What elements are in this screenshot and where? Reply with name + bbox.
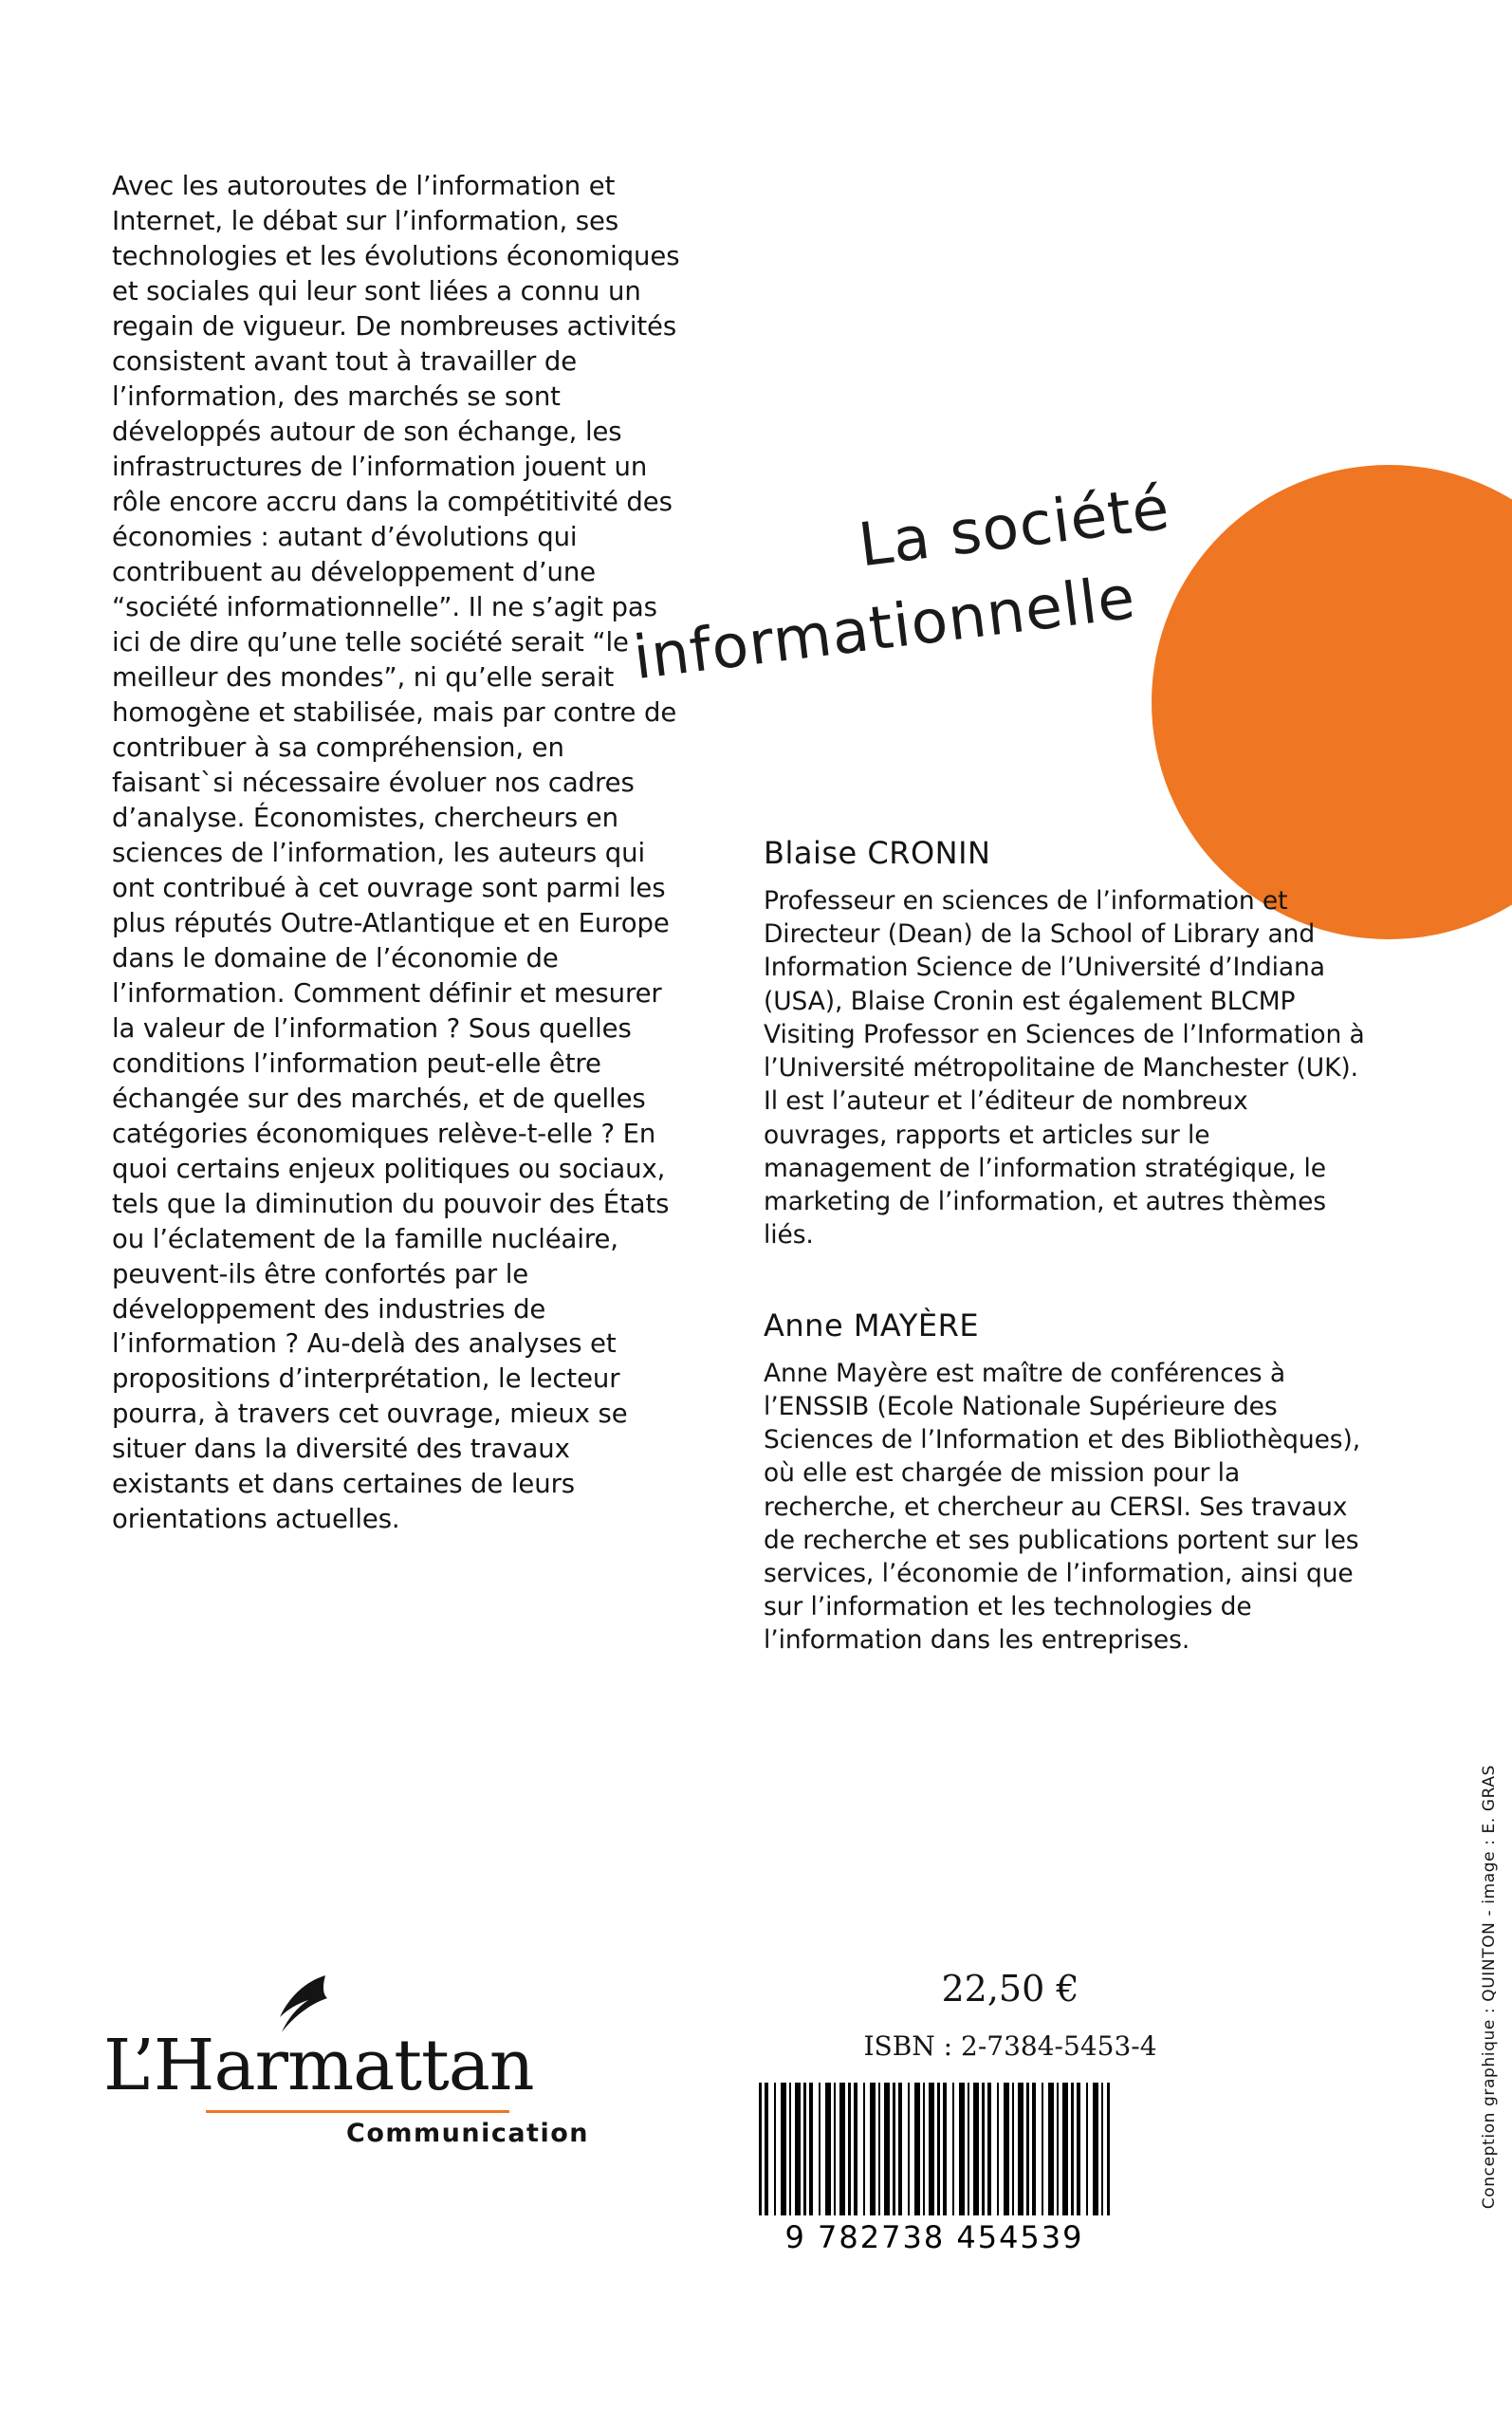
author-bio-mayere: Anne Mayère est maître de conférences à l’ENSSIB (Ecole Nationale Supérieure des Sciences de l’Information et des Bibliothèques), où elle est chargée de mission pour la recherche, et chercheur au CERSI. Ses travaux de recherche et ses publications portent sur les services, l’économie de l’information, ainsi que sur l’information et les technologies de l’information dans les entreprises. — [764, 1358, 1361, 1656]
quill-icon — [268, 1972, 335, 2038]
blurb-text: Avec les autoroutes de l’information et Internet, le débat sur l’information, ses technologies et les évolutions économiques et sociales qui leur sont liées a connu un regain de vigueur. De nombreuses activités consistent avant tout à travailler de l’information, des marchés se sont développés autour de son échange, les infrastructures de l’information jouent un rôle encore accru dans la compétitivité des économies : autant d’évolutions qui contribuent au développement d’une “société informationnelle”. Il ne s’agit pas ici de dire qu’une telle société serait “le meilleur des mondes”, ni qu’elle serait homogène et stabilisée, mais par contre de contribuer à sa compréhension, en faisant`si nécessaire évoluer nos cadres d’analyse. Économistes, chercheurs en sciences de l’information, les auteurs qui ont contribué à cet ouvrage sont parmi les plus réputés Outre-Atlantique et en Europe dans le domaine de l’économie de l’information. Comment définir et mesurer la valeur de l’information ? Sous quelles conditions l’information peut-elle être échangée sur des marchés, et de quelles catégories économiques relève-t-elle ? En quoi certains enjeux politiques ou sociaux, tels que la diminution du pouvoir des États ou l’éclatement de la famille nucléaire, peuvent-ils être confortés par le développement des industries de l’information ? Au-delà des analyses et propositions d’interprétation, le lecteur pourra, à travers cet ouvrage, mieux se situer dans la diversité des travaux existants et dans certaines de leurs orientations actuelles. — [112, 171, 680, 1535]
publisher-logo — [100, 2025, 589, 2148]
publisher-imprint: Communication — [346, 2119, 589, 2148]
author-bio-cronin: Professeur en sciences de l’information et Directeur (Dean) de la School of Library and Information Science de l’Université d’Indiana (USA), Blaise Cronin est également BLCMP Visiting Professor en Sciences de l’Information à l’Université métropolitaine de Manchester (UK). Il est l’auteur et l’éditeur de nombreux ouvrages, rapports et articles sur le management de l’information stratégique, le marketing de l’information, et autres thèmes liés. — [764, 886, 1365, 1251]
back-cover-blurb — [112, 169, 681, 1537]
author-name-cronin: Blaise CRONIN — [764, 835, 991, 871]
isbn-label: ISBN : 2-7384-5453-4 — [863, 2030, 1157, 2062]
design-credit: Conception graphique : QUINTON - image : E. GRAS — [1480, 1765, 1499, 2210]
publisher-name — [100, 2025, 545, 2106]
author-biographies — [764, 835, 1371, 1658]
barcode-bars — [759, 2083, 1110, 2215]
author-block-mayere — [764, 1307, 1371, 1658]
barcode-digits: 9 782738 454539 — [784, 2219, 1084, 2255]
title-line-2: informationnelle — [629, 562, 1139, 694]
publisher-rule — [206, 2110, 509, 2113]
publisher-name-rest: armattan — [213, 2025, 534, 2106]
title-line-1: La société — [855, 473, 1174, 581]
barcode — [759, 2083, 1110, 2258]
price-label: 22,50 € — [941, 1968, 1079, 2010]
author-name-mayere: Anne MAYÈRE — [764, 1306, 980, 1343]
publisher-name-prefix: L’H — [103, 2025, 214, 2106]
author-block-cronin — [764, 835, 1371, 1252]
